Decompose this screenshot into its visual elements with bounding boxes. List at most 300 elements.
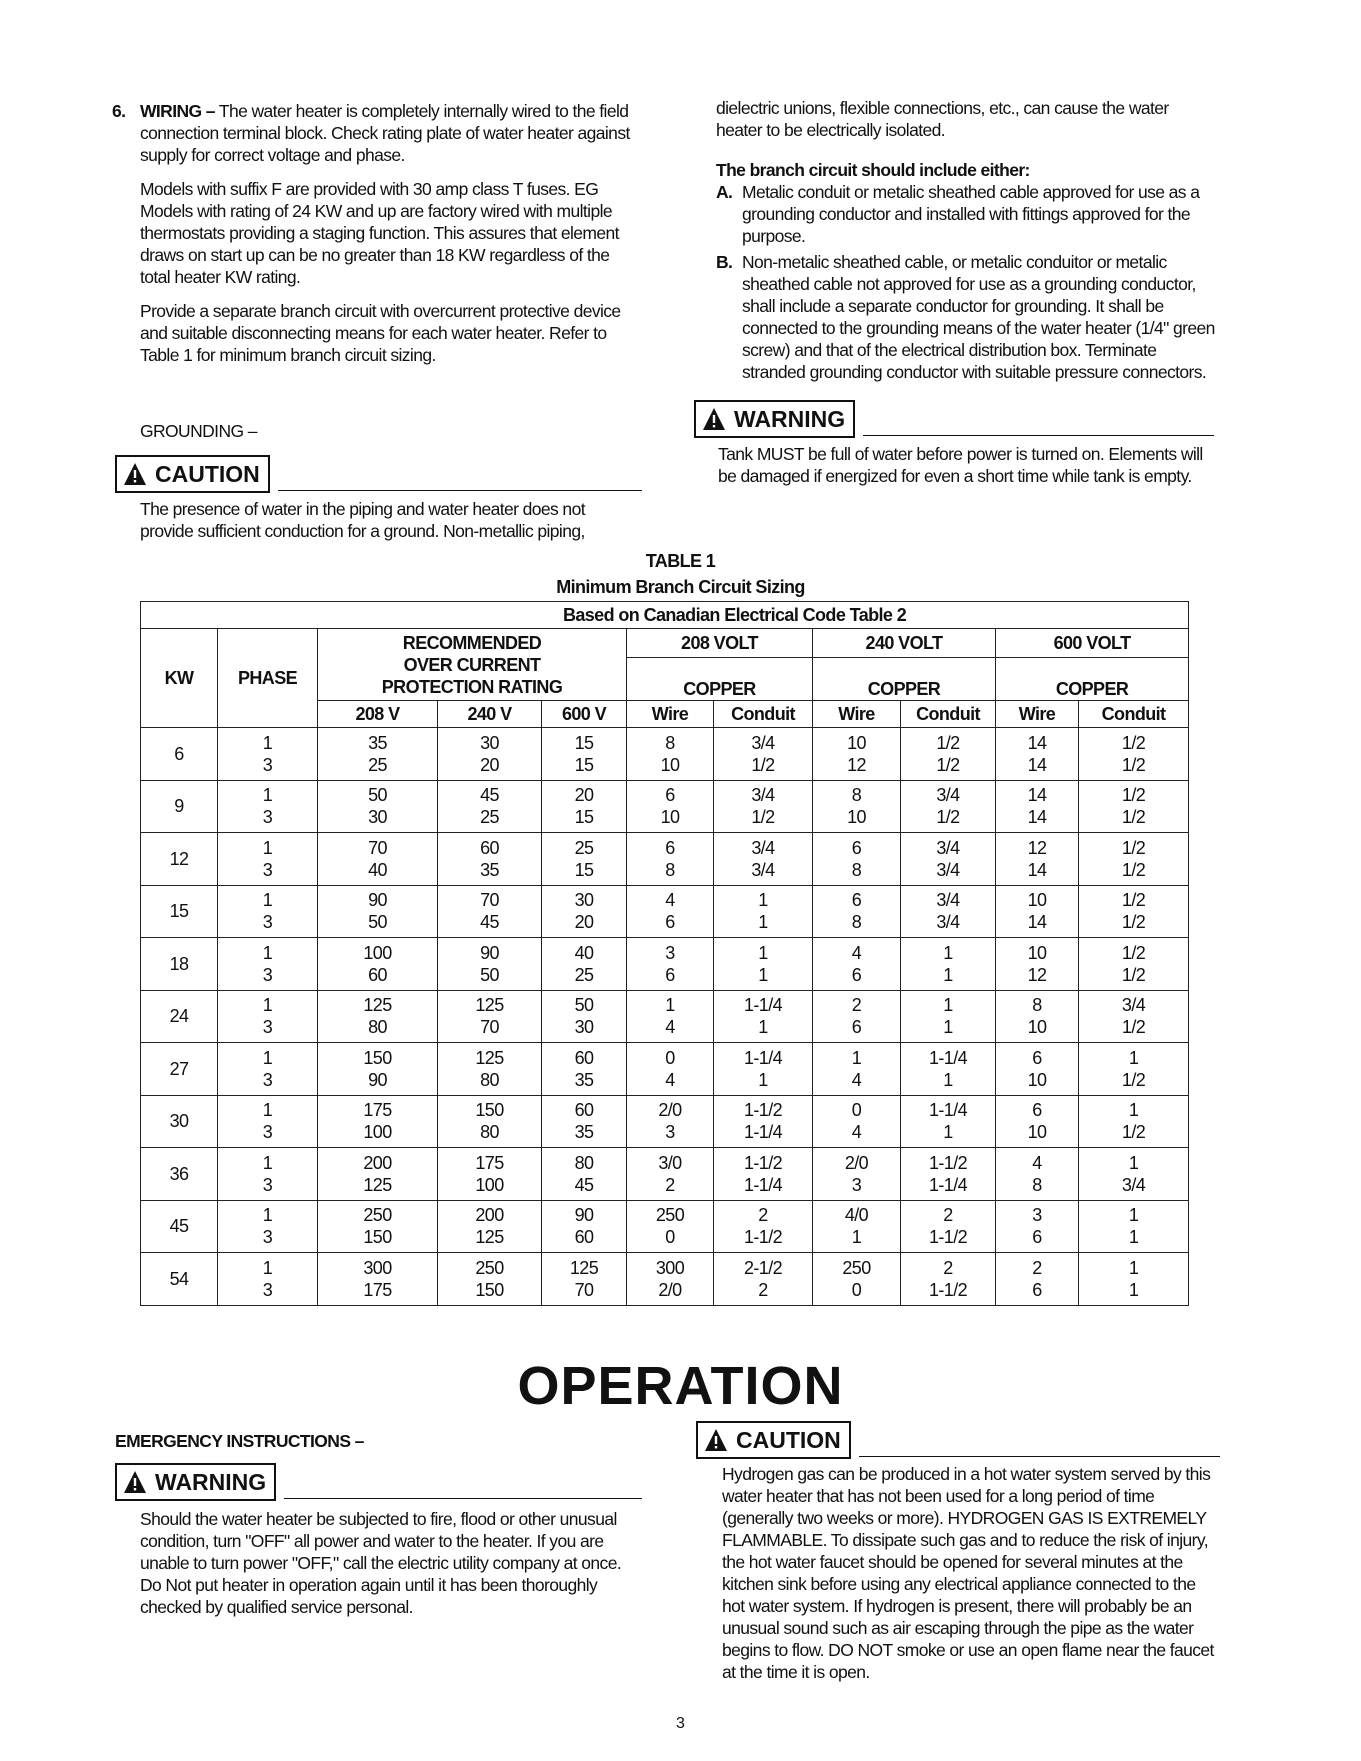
cell-c600-value: 3/4 <box>1121 995 1146 1016</box>
list-letter-a: A. <box>716 182 733 202</box>
cell-c208-value: 1/2 <box>751 807 775 828</box>
cell-w208 <box>627 1200 714 1253</box>
cell-c240-value: 3/4 <box>936 890 960 911</box>
cell-c240 <box>901 990 996 1043</box>
cell-phase-value: 3 <box>262 807 273 828</box>
cell-p600-value: 125 <box>569 1257 599 1278</box>
cell-w240-value: 1 <box>851 1047 862 1068</box>
table-row <box>141 780 1189 833</box>
column-header-208volt: 208 VOLT <box>627 629 813 658</box>
cell-phase-value: 1 <box>262 732 273 753</box>
cell-c208-value: 3/4 <box>751 859 775 880</box>
cell-c240-value: 1-1/2 <box>928 1279 968 1300</box>
column-header-208v: 208 V <box>318 701 438 728</box>
divider <box>863 435 1214 436</box>
wiring-paragraph-3: Provide a separate branch circuit with overcurrent protective device and suitable disconnecting means for each water heater. Refer to Table 1 for minimum branch circuit sizing. <box>140 301 621 365</box>
divider <box>284 1498 642 1499</box>
cell-p240 <box>438 938 542 991</box>
cell-p240 <box>438 728 542 781</box>
cell-p600-value: 25 <box>574 837 594 858</box>
cell-w240-value: 4 <box>851 942 862 963</box>
cell-c208-value: 1 <box>758 912 768 933</box>
cell-c208-value: 1 <box>758 890 768 911</box>
cell-p240 <box>438 1253 542 1306</box>
cell-kw: 30 <box>141 1095 218 1148</box>
warning-label: WARNING <box>734 406 846 432</box>
cell-p600-value: 70 <box>574 1279 594 1300</box>
cell-c240-value: 1-1/4 <box>928 1100 968 1121</box>
cell-p240-value: 90 <box>480 942 499 963</box>
cell-w208 <box>627 728 714 781</box>
rec-line-3: PROTECTION RATING <box>381 676 563 697</box>
column-header-conduit: Conduit <box>714 701 813 728</box>
cell-c208-value: 2-1/2 <box>743 1257 783 1278</box>
list-letter-b: B. <box>716 252 733 272</box>
cell-p240-value: 45 <box>480 785 499 806</box>
table-header-row-1 <box>141 629 1189 658</box>
branch-circuit-heading: The branch circuit should include either: <box>716 160 1030 180</box>
cell-p240-value: 20 <box>480 754 499 775</box>
cell-phase-value: 3 <box>262 754 273 775</box>
table-row <box>141 1148 1189 1201</box>
table-row <box>141 833 1189 886</box>
cell-p240-value: 80 <box>480 1069 499 1090</box>
cell-c208-value: 1-1/4 <box>743 1122 783 1143</box>
cell-w240-value: 2 <box>851 995 862 1016</box>
cell-phase <box>218 990 318 1043</box>
cell-p208-value: 125 <box>363 1174 392 1195</box>
warning-triangle-icon <box>123 462 147 486</box>
cell-c208-value: 1-1/2 <box>743 1100 783 1121</box>
cell-c208 <box>714 728 813 781</box>
cell-w208-value: 0 <box>665 1047 675 1068</box>
emergency-heading: EMERGENCY INSTRUCTIONS – <box>115 1431 364 1451</box>
cell-phase-value: 1 <box>262 890 273 911</box>
cell-p208-value: 50 <box>368 912 387 933</box>
cell-c240-value: 1 <box>943 1017 953 1038</box>
cell-phase <box>218 1253 318 1306</box>
wiring-number: 6. <box>112 101 126 121</box>
tank-warning-header <box>694 400 1214 438</box>
cell-c600 <box>1079 1043 1189 1096</box>
cell-kw: 12 <box>141 833 218 886</box>
cell-w208-value: 6 <box>665 837 675 858</box>
warning-triangle-icon <box>702 407 726 431</box>
cell-w240 <box>813 990 901 1043</box>
grounding-continued <box>716 97 1216 383</box>
cell-p240 <box>438 833 542 886</box>
cell-w208 <box>627 1148 714 1201</box>
cell-p208-value: 90 <box>368 890 387 911</box>
cell-p208 <box>318 1148 438 1201</box>
cell-kw: 36 <box>141 1148 218 1201</box>
cell-w208 <box>627 990 714 1043</box>
cell-phase-value: 3 <box>262 1069 273 1090</box>
emergency-warning-text: Should the water heater be subjected to fire, flood or other unusual condition, turn "OFF" all power and water to the heater. If you are unable to turn power "OFF," call the electric utility company at once. Do Not put heater in operation again until it has been thoroughly checked by qualified service personal. <box>140 1509 622 1617</box>
list-text-a: Metalic conduit or metalic sheathed cable approved for use as a grounding conductor and installed with fittings approved for the purpose. <box>742 182 1200 246</box>
cell-w240 <box>813 780 901 833</box>
cell-p240 <box>438 885 542 938</box>
cell-c600 <box>1079 938 1189 991</box>
cell-p208-value: 175 <box>363 1100 392 1121</box>
cell-c600-value: 1 <box>1128 1152 1139 1173</box>
cell-w240 <box>813 833 901 886</box>
cell-p208-value: 70 <box>368 837 387 858</box>
cell-w240-value: 3 <box>851 1174 862 1195</box>
table-row <box>141 1095 1189 1148</box>
cell-w600 <box>996 1148 1079 1201</box>
cell-p600-value: 45 <box>574 1174 594 1195</box>
cell-w600-value: 8 <box>1032 995 1042 1016</box>
cell-p600-value: 15 <box>574 732 594 753</box>
cell-p600-value: 15 <box>574 807 594 828</box>
cell-p240-value: 175 <box>475 1152 504 1173</box>
cell-c208 <box>714 1200 813 1253</box>
cell-w600-value: 6 <box>1032 1047 1042 1068</box>
cell-w240-value: 10 <box>847 807 866 828</box>
table-based-on-text: Based on Canadian Electrical Code Table 2 <box>562 605 907 625</box>
cell-c240 <box>901 833 996 886</box>
cell-c208 <box>714 885 813 938</box>
cell-phase-value: 1 <box>262 837 273 858</box>
table-based-on <box>141 602 1189 629</box>
hydrogen-caution-header <box>696 1421 1220 1459</box>
cell-c240-value: 1-1/2 <box>928 1152 968 1173</box>
cell-w600 <box>996 1095 1079 1148</box>
cell-c600 <box>1079 1148 1189 1201</box>
cell-p208 <box>318 833 438 886</box>
cell-kw: 6 <box>141 728 218 781</box>
cell-c600 <box>1079 885 1189 938</box>
cell-c208-value: 1 <box>758 1069 768 1090</box>
cell-c240-value: 3/4 <box>936 912 960 933</box>
warning-triangle-icon <box>123 1470 147 1494</box>
cell-c240-value: 1/2 <box>936 754 960 775</box>
cell-w208-value: 8 <box>665 859 675 880</box>
table-row <box>141 1043 1189 1096</box>
column-header-wire: Wire <box>996 701 1079 728</box>
cell-phase-value: 1 <box>262 785 273 806</box>
cell-c600-value: 1/2 <box>1121 807 1146 828</box>
cell-w600-value: 10 <box>1027 1122 1047 1143</box>
cell-p240-value: 150 <box>475 1100 504 1121</box>
cell-w208 <box>627 833 714 886</box>
divider <box>278 490 642 491</box>
cell-p600-value: 40 <box>574 942 594 963</box>
column-header-600volt: 600 VOLT <box>996 629 1189 658</box>
column-header-recommended <box>318 629 627 701</box>
cell-w600-value: 10 <box>1027 1069 1047 1090</box>
cell-kw: 45 <box>141 1200 218 1253</box>
cell-c600 <box>1079 990 1189 1043</box>
table-row <box>141 728 1189 781</box>
cell-w240-value: 4 <box>851 1122 862 1143</box>
caution-badge <box>115 455 270 493</box>
cell-p208-value: 300 <box>363 1257 392 1278</box>
cell-p600 <box>542 1253 627 1306</box>
cell-c240 <box>901 728 996 781</box>
cell-c600-value: 1 <box>1128 1205 1139 1226</box>
cell-w240-value: 6 <box>851 1017 862 1038</box>
cell-w240-value: 4 <box>851 1069 862 1090</box>
warning-badge <box>694 400 855 438</box>
column-header-copper-240: COPPER <box>813 658 996 701</box>
cell-p208 <box>318 885 438 938</box>
cell-w600-value: 8 <box>1032 1174 1042 1195</box>
cell-w600-value: 3 <box>1032 1205 1042 1226</box>
wiring-heading: WIRING – <box>140 101 215 121</box>
cell-p600-value: 60 <box>574 1100 594 1121</box>
cell-p600-value: 90 <box>574 1205 594 1226</box>
cell-c208-value: 1-1/4 <box>743 1047 783 1068</box>
cell-c600-value: 1 <box>1128 1227 1139 1248</box>
cell-kw: 9 <box>141 780 218 833</box>
tank-warning-text: Tank MUST be full of water before power is turned on. Elements will be damaged if energized for even a short time while tank is empty. <box>718 444 1203 486</box>
cell-p240 <box>438 1043 542 1096</box>
cell-c240 <box>901 1200 996 1253</box>
cell-c208 <box>714 1095 813 1148</box>
cell-w208-value: 2/0 <box>658 1279 682 1300</box>
rec-line-1: RECOMMENDED <box>402 632 542 653</box>
cell-w240-value: 6 <box>851 890 862 911</box>
grounding-caution-text: The presence of water in the piping and water heater does not provide sufficient conduction for a ground. Non-metallic piping, <box>140 499 585 541</box>
cell-w600-value: 14 <box>1027 807 1047 828</box>
list-text-b: Non-metalic sheathed cable, or metalic conduitor or metalic sheathed cable not approved for use as a grounding conductor, shall include a separate conductor for grounding. It shall be connected to the grounding means of the water heater (1/4" green screw) and that of the electrical distribution box. Terminate stranded grounding conductor with suitable pressure connectors. <box>742 252 1215 382</box>
cell-phase-value: 3 <box>262 1122 273 1143</box>
cell-kw: 18 <box>141 938 218 991</box>
cell-p208-value: 40 <box>368 859 387 880</box>
cell-c240-value: 1 <box>943 995 953 1016</box>
cell-phase <box>218 1148 318 1201</box>
cell-w208-value: 6 <box>665 964 675 985</box>
cell-p240 <box>438 1200 542 1253</box>
cell-c600 <box>1079 1200 1189 1253</box>
cell-w208-value: 1 <box>665 995 675 1016</box>
cell-phase <box>218 780 318 833</box>
cell-c240 <box>901 885 996 938</box>
cell-phase <box>218 938 318 991</box>
hydrogen-caution-text: Hydrogen gas can be produced in a hot water system served by this water heater that has not been used for a long period of time (generally two weeks or more). HYDROGEN GAS IS EXTREMELY FLAMMABLE. To dissipate such gas and to reduce the risk of injury, the hot water faucet should be opened for several minutes at the kitchen sink before using any electrical appliance connected to the hot water system. If hydrogen is present, there will probably be an unusual sound such as air escaping through the pipe as the water begins to flow. DO NOT smoke or use an open flame near the faucet at the time it is open. <box>722 1464 1214 1682</box>
table-caption: TABLE 1 <box>645 551 716 571</box>
column-header-copper-600: COPPER <box>996 658 1189 701</box>
cell-w208-value: 4 <box>665 1017 675 1038</box>
cell-c208-value: 3/4 <box>751 837 775 858</box>
cell-p600-value: 35 <box>574 1069 594 1090</box>
cell-p600-value: 30 <box>574 890 594 911</box>
cell-w208 <box>627 1253 714 1306</box>
cell-p240-value: 200 <box>475 1205 504 1226</box>
cell-c208 <box>714 833 813 886</box>
cell-w240 <box>813 885 901 938</box>
cell-w240-value: 1 <box>851 1227 862 1248</box>
cell-c240 <box>901 1148 996 1201</box>
cell-w208-value: 4 <box>665 1069 675 1090</box>
cell-c208 <box>714 1043 813 1096</box>
cell-w600-value: 14 <box>1027 732 1047 753</box>
cell-kw: 24 <box>141 990 218 1043</box>
cell-w208-value: 3/0 <box>658 1152 682 1173</box>
column-header-copper-208: COPPER <box>627 658 813 701</box>
cell-p240-value: 250 <box>475 1257 504 1278</box>
wiring-paragraph-1: The water heater is completely internally wired to the field connection terminal block. Check rating plate of water heater against supply for correct voltage and phase. <box>140 101 630 165</box>
cell-w240-value: 250 <box>842 1257 871 1278</box>
cell-w208-value: 2/0 <box>658 1100 682 1121</box>
cell-c208-value: 1-1/2 <box>743 1152 783 1173</box>
cell-phase-value: 1 <box>262 1047 273 1068</box>
cell-p240-value: 150 <box>475 1279 504 1300</box>
cell-phase <box>218 728 318 781</box>
cell-w600-value: 12 <box>1027 837 1047 858</box>
cell-phase-value: 3 <box>262 1174 273 1195</box>
cell-w240-value: 8 <box>851 912 862 933</box>
column-header-600v: 600 V <box>542 701 627 728</box>
cell-p208-value: 60 <box>368 964 387 985</box>
cell-w600-value: 10 <box>1027 942 1047 963</box>
cell-w600-value: 12 <box>1027 964 1047 985</box>
cell-p600 <box>542 938 627 991</box>
cell-p240 <box>438 1095 542 1148</box>
branch-circuit-table <box>140 601 1189 1306</box>
cell-c600 <box>1079 1095 1189 1148</box>
cell-c600-value: 1/2 <box>1121 732 1146 753</box>
cell-c600-value: 1/2 <box>1121 859 1146 880</box>
cell-c240-value: 1 <box>943 1069 953 1090</box>
table-body <box>141 728 1189 1306</box>
cell-phase-value: 3 <box>262 1227 273 1248</box>
table-row <box>141 885 1189 938</box>
cell-p600-value: 30 <box>574 1017 594 1038</box>
cell-w600-value: 14 <box>1027 859 1047 880</box>
cell-phase-value: 1 <box>262 1100 273 1121</box>
cell-c208-value: 1 <box>758 1017 768 1038</box>
cell-p240-value: 80 <box>480 1122 499 1143</box>
cell-w240 <box>813 1253 901 1306</box>
cell-c600-value: 1/2 <box>1121 964 1146 985</box>
cell-p240-value: 50 <box>480 964 499 985</box>
divider <box>859 1456 1220 1457</box>
cell-c240-value: 2 <box>943 1257 953 1278</box>
table-subtitle: Minimum Branch Circuit Sizing <box>556 577 805 597</box>
wiring-item <box>112 100 642 378</box>
cell-w600 <box>996 990 1079 1043</box>
cell-p208 <box>318 728 438 781</box>
warning-badge <box>115 1463 276 1501</box>
cell-w240-value: 12 <box>847 754 866 775</box>
cell-c240-value: 1 <box>943 964 953 985</box>
cell-p600-value: 50 <box>574 995 594 1016</box>
table-row <box>141 938 1189 991</box>
cell-p240-value: 125 <box>475 995 504 1016</box>
cell-c600-value: 1 <box>1128 1047 1139 1068</box>
cell-c240 <box>901 1043 996 1096</box>
table-row <box>141 990 1189 1043</box>
cell-w208 <box>627 1095 714 1148</box>
cell-c208 <box>714 938 813 991</box>
cell-phase-value: 1 <box>262 1205 273 1226</box>
cell-p208-value: 150 <box>363 1047 392 1068</box>
cell-p240 <box>438 1148 542 1201</box>
column-header-240v: 240 V <box>438 701 542 728</box>
cell-w240 <box>813 1200 901 1253</box>
cell-c600-value: 1/2 <box>1121 1017 1146 1038</box>
cell-c240-value: 1/2 <box>936 807 960 828</box>
cell-p240 <box>438 780 542 833</box>
grounding-heading: GROUNDING – <box>140 421 257 441</box>
cell-w240 <box>813 1148 901 1201</box>
cell-c240-value: 1 <box>943 942 953 963</box>
cell-w240 <box>813 938 901 991</box>
cell-phase-value: 3 <box>262 859 273 880</box>
cell-w600 <box>996 1253 1079 1306</box>
cell-p240-value: 100 <box>475 1174 504 1195</box>
cell-phase-value: 3 <box>262 912 273 933</box>
cell-p208 <box>318 1043 438 1096</box>
cell-w208-value: 10 <box>660 754 680 775</box>
cell-c600-value: 3/4 <box>1121 1174 1146 1195</box>
cell-p600-value: 80 <box>574 1152 594 1173</box>
cell-w208-value: 6 <box>665 912 675 933</box>
cell-phase-value: 1 <box>262 995 273 1016</box>
column-header-conduit: Conduit <box>1079 701 1189 728</box>
cell-w240-value: 0 <box>851 1279 862 1300</box>
cell-p208-value: 250 <box>363 1205 392 1226</box>
cell-c600 <box>1079 728 1189 781</box>
cell-c600-value: 1/2 <box>1121 912 1146 933</box>
rec-line-2: OVER CURRENT <box>403 654 541 675</box>
wiring-section <box>112 100 642 378</box>
column-header-conduit: Conduit <box>901 701 996 728</box>
cell-p600 <box>542 1200 627 1253</box>
cell-p240-value: 30 <box>480 732 499 753</box>
cell-w600-value: 10 <box>1027 1017 1047 1038</box>
column-header-phase: PHASE <box>218 629 318 728</box>
cell-w600 <box>996 780 1079 833</box>
cell-w208-value: 300 <box>655 1257 685 1278</box>
column-header-240volt: 240 VOLT <box>813 629 996 658</box>
caution-badge <box>696 1421 851 1459</box>
cell-w600 <box>996 1200 1079 1253</box>
cell-c600 <box>1079 780 1189 833</box>
cell-c240-value: 1-1/4 <box>928 1047 968 1068</box>
cell-c240-value: 2 <box>943 1205 953 1226</box>
cell-p600-value: 20 <box>574 912 594 933</box>
cell-c240 <box>901 938 996 991</box>
cell-p208-value: 90 <box>368 1069 387 1090</box>
cell-phase <box>218 833 318 886</box>
column-header-wire: Wire <box>813 701 901 728</box>
grounding-continued-text: dielectric unions, flexible connections, etc., can cause the water heater to be electrically isolated. <box>716 98 1169 140</box>
cell-c600-value: 1 <box>1128 1100 1139 1121</box>
cell-w240-value: 0 <box>851 1100 862 1121</box>
cell-p600-value: 15 <box>574 859 594 880</box>
cell-w600-value: 4 <box>1032 1152 1042 1173</box>
cell-p208 <box>318 938 438 991</box>
column-header-wire: Wire <box>627 701 714 728</box>
cell-p208-value: 50 <box>368 785 387 806</box>
cell-w208 <box>627 938 714 991</box>
cell-w600-value: 14 <box>1027 785 1047 806</box>
cell-c240-value: 1-1/4 <box>928 1174 968 1195</box>
cell-p240-value: 70 <box>480 1017 499 1038</box>
cell-w600 <box>996 728 1079 781</box>
cell-phase-value: 1 <box>262 1257 273 1278</box>
cell-p600-value: 60 <box>574 1047 594 1068</box>
cell-c240-value: 3/4 <box>936 837 960 858</box>
cell-w240 <box>813 1043 901 1096</box>
wiring-paragraph-2: Models with suffix F are provided with 30 amp class T fuses. EG Models with rating of 24 KW and up are factory wired with multiple thermostats providing a staging function. This assures that element draws on start up can be no greater than 18 KW regardless of the total heater KW rating. <box>140 179 619 287</box>
cell-p600 <box>542 833 627 886</box>
cell-p208-value: 80 <box>368 1017 387 1038</box>
